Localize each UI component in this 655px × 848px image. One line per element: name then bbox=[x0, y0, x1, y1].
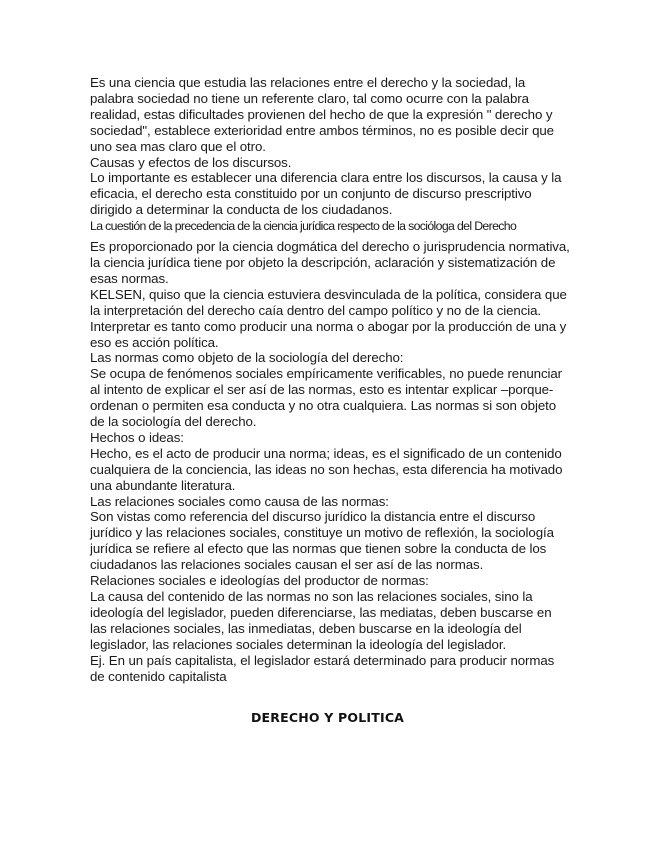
heading-relaciones-causa: Las relaciones sociales como causa de las normas: bbox=[90, 493, 389, 509]
paragraph-precedencia: Es proporcionado por la ciencia dogmática del derecho o jurisprudencia normativa, la ciencia jurídica tiene por objeto la descripción, aclaración y sistematización de esas normas. bbox=[90, 239, 570, 286]
heading-precedencia: La cuestión de la precedencia de la ciencia jurídica respecto de la sociólogа del Derecho bbox=[90, 219, 517, 234]
document-body bbox=[90, 75, 570, 684]
section-title: DERECHO Y POLITICA bbox=[250, 710, 405, 725]
paragraph-relaciones-ideologias: La causa del contenido de las normas no son las relaciones sociales, sino la ideología del legislador, pueden diferenciarse, las mediatas, deben buscarse en las relaciones sociales, las inmediatas, deben buscarse en la ideología del legislador, las relaciones sociales determinan la ideología del legislador. bbox=[90, 589, 552, 652]
heading-relaciones-ideologias: Relaciones sociales e ideologías del productor de normas: bbox=[90, 573, 429, 589]
paragraph-kelsen: KELSEN, quiso que la ciencia estuviera desvinculada de la política, considera que la interpretación del derecho caía dentro del campo político y no de la ciencia. Interpretar es tanto como producir una norma o abogar por la producción de una y eso es acción política. bbox=[90, 286, 567, 350]
paragraph-intro: Es una ciencia que estudia las relaciones entre el derecho y la sociedad, la palabra sociedad no tiene un referente claro, tal como ocurre con la palabra realidad, estas dificultades provienen del hecho de que la expresión " derecho y sociedad", establece exterioridad entre ambos términos, no es posible decir que uno sea mas claro que el otro. bbox=[90, 75, 554, 154]
heading-normas-objeto: Las normas como objeto de la sociología del derecho: bbox=[90, 350, 404, 366]
heading-hechos-ideas: Hechos o ideas: bbox=[90, 429, 184, 445]
paragraph-relaciones-causa: Son vistas como referencia del discurso jurídico la distancia entre el discurso jurídico y las relaciones sociales, constituye un motivo de reflexión, la sociología jurídica se refiere al efecto que las normas que tienen sobre la conducta de los ciudadanos las relaciones sociales causan el ser así de las normas. bbox=[90, 509, 554, 573]
heading-causas-efectos: Causas y efectos de los discursos. bbox=[90, 154, 292, 170]
paragraph-ejemplo: Ej. En un país capitalista, el legislador estará determinado para producir normas de contenido capitalista bbox=[90, 652, 555, 684]
paragraph-causas-efectos: Lo importante es establecer una diferencia clara entre los discursos, la causa y la eficacia, el derecho esta constituido por un conjunto de discurso prescriptivo dirigido a determinar la conducta de los ciudadanos. bbox=[90, 170, 562, 218]
paragraph-normas-objeto: Se ocupa de fenómenos sociales empíricamente verificables, no puede renunciar al intento de explicar el ser así de las normas, esto es intentar explicar –porque- ordenan o permiten esa conducta y no otra cualquiera. Las normas si son objeto de la sociología del derecho. bbox=[90, 366, 563, 430]
paragraph-hechos-ideas: Hecho, es el acto de producir una norma; ideas, es el significado de un contenido cualquiera de la conciencia, las ideas no son hechas, esta diferencia ha motivado una abundante literatura. bbox=[90, 445, 563, 493]
